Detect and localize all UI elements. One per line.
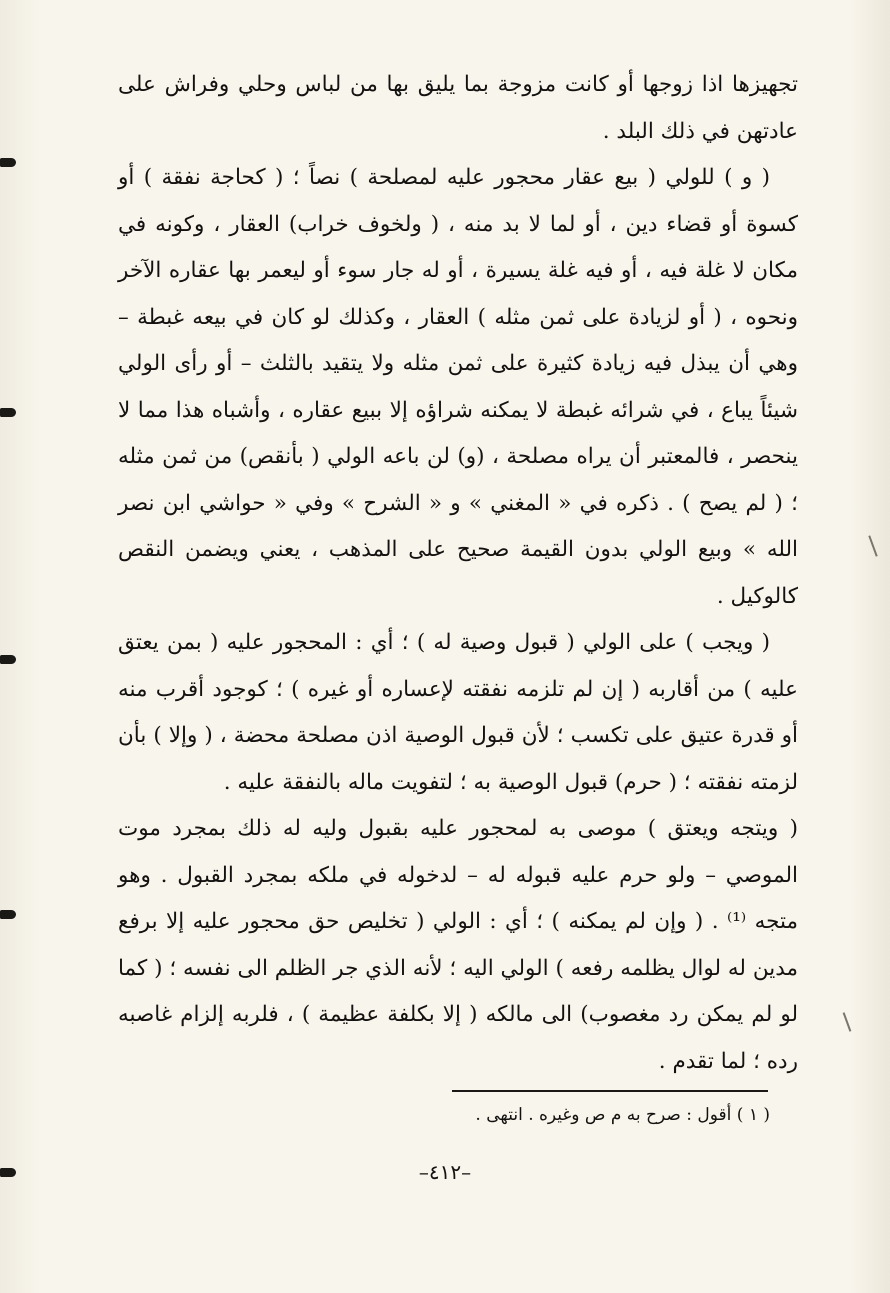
margin-scratch [843,1012,852,1031]
paragraph: ( ويتجه ويعتق ) موصى به لمحجور عليه بقبول وليه له ذلك بمجرد موت الموصي – ولو حرم عليه قبوله له – لدخوله في ملكه بمجرد القبول . وهو متجه ⁽¹⁾ . ( وإن لم يمكنه ) ؛ أي : الولي ( تخليص حق محجور عليه إلا برفع مدين له لوال يظلمه رفعه ) الولي اليه ؛ لأنه الذي جر الظلم الى نفسه ؛ ( كما لو لم يمكن رد مغصوب) الى مالكه ( إلا بكلفة عظيمة ) ، فلربه إلزام غاصبه رده ؛ لما تقدم . [118,816,798,1074]
binding-mark [0,408,16,417]
binding-mark [0,158,16,167]
binding-mark [0,655,16,664]
binding-mark [0,910,16,919]
footnote: ( ١ ) أقول : صرح به م ص وغيره . انتهى . [475,1105,770,1125]
paragraph: تجهيزها اذا زوجها أو كانت مزوجة بما يليق بها من لباس وحلي وفراش على عادتهن في ذلك البلد . [118,72,798,144]
main-text [118,62,798,1085]
paragraph: ( و ) للولي ( بيع عقار محجور عليه لمصلحة ) نصاً ؛ ( كحاجة نفقة ) أو كسوة أو قضاء دين ، أو لما لا بد منه ، ( ولخوف خراب) العقار ، وكونه في مكان لا غلة فيه ، أو فيه غلة يسيرة ، أو له جار سوء أو ليعمر بها عقاره الآخر ونحوه ، ( أو لزيادة على ثمن مثله ) العقار ، وكذلك لو كان في بيعه غبطة – وهي أن يبذل فيه زيادة كثيرة على ثمن مثله ولا يتقيد بالثلث – أو رأى الولي شيئاً يباع ، في شرائه غبطة لا يمكنه شراؤه إلا ببيع عقاره ، وأشباه هذا مما لا ينحصر ، فالمعتبر أن يراه مصلحة ، (و) لن باعه الولي ( بأنقص) من ثمن مثله ؛ ( لم يصح ) . ذكره في « المغني » و « الشرح » وفي « حواشي ابن نصر الله » وبيع الولي بدون القيمة صحيح على المذهب ، يعني ويضمن النقص كالوكيل . [118,165,798,609]
paragraph: ( ويجب ) على الولي ( قبول وصية له ) ؛ أي : المحجور عليه ( بمن يعتق عليه ) من أقاربه ( إن لم تلزمه نفقته لإعساره أو غيره ) ؛ كوجود أقرب منه أو قدرة عتيق على تكسب ؛ لأن قبول الوصية اذن مصلحة محضة ، ( وإلا ) بأن لزمته نفقته ؛ ( حرم) قبول الوصية به ؛ لتفويت ماله بالنفقة عليه . [118,630,798,795]
footnote-separator [452,1090,768,1092]
page-number: –٤١٢– [418,1160,472,1184]
margin-scratch [868,535,877,556]
